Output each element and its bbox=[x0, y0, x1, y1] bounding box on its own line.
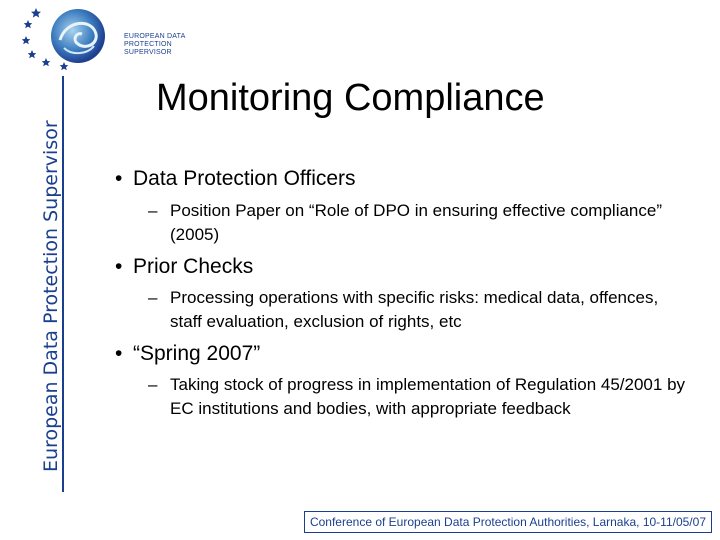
sidebar bbox=[18, 78, 62, 472]
sub-bullet-item bbox=[148, 199, 688, 247]
dash-glyph: – bbox=[148, 288, 158, 307]
sub-bullet-text: Processing operations with specific risks: medical data, offences, staff evaluation, exclusion of rights, etc bbox=[170, 288, 659, 331]
sub-bullet-item bbox=[148, 373, 688, 421]
sub-bullet-text: Position Paper on “Role of DPO in ensuring effective compliance” (2005) bbox=[170, 201, 662, 244]
sub-bullet-text: Taking stock of progress in implementation of Regulation 45/2001 by EC institutions and bodies, with appropriate feedback bbox=[170, 375, 686, 418]
dash-glyph: – bbox=[148, 201, 158, 220]
logo-line-2: PROTECTION SUPERVISOR bbox=[124, 41, 172, 56]
bullet-glyph: • bbox=[115, 167, 123, 190]
logo-graphic bbox=[22, 6, 122, 72]
bullet-text: “Spring 2007” bbox=[133, 342, 261, 365]
dash-glyph: – bbox=[148, 375, 158, 394]
bullet-item bbox=[115, 166, 356, 192]
bullet-item bbox=[115, 254, 253, 280]
logo-wordmark bbox=[124, 33, 202, 57]
sidebar-label: European Data Protection Supervisor bbox=[40, 120, 62, 472]
sub-bullet-item bbox=[148, 286, 688, 334]
bullet-text: Prior Checks bbox=[133, 255, 254, 278]
bullet-item bbox=[115, 341, 260, 367]
bullet-glyph: • bbox=[115, 255, 123, 278]
slide-title: Monitoring Compliance bbox=[156, 77, 545, 119]
footer-caption: Conference of European Data Protection Authorities, Larnaka, 10-11/05/07 bbox=[304, 511, 712, 533]
bullet-glyph: • bbox=[115, 342, 123, 365]
bullet-text: Data Protection Officers bbox=[133, 167, 356, 190]
edps-logo bbox=[22, 6, 202, 72]
sidebar-divider bbox=[62, 76, 64, 492]
logo-line-1: EUROPEAN DATA bbox=[124, 33, 186, 40]
